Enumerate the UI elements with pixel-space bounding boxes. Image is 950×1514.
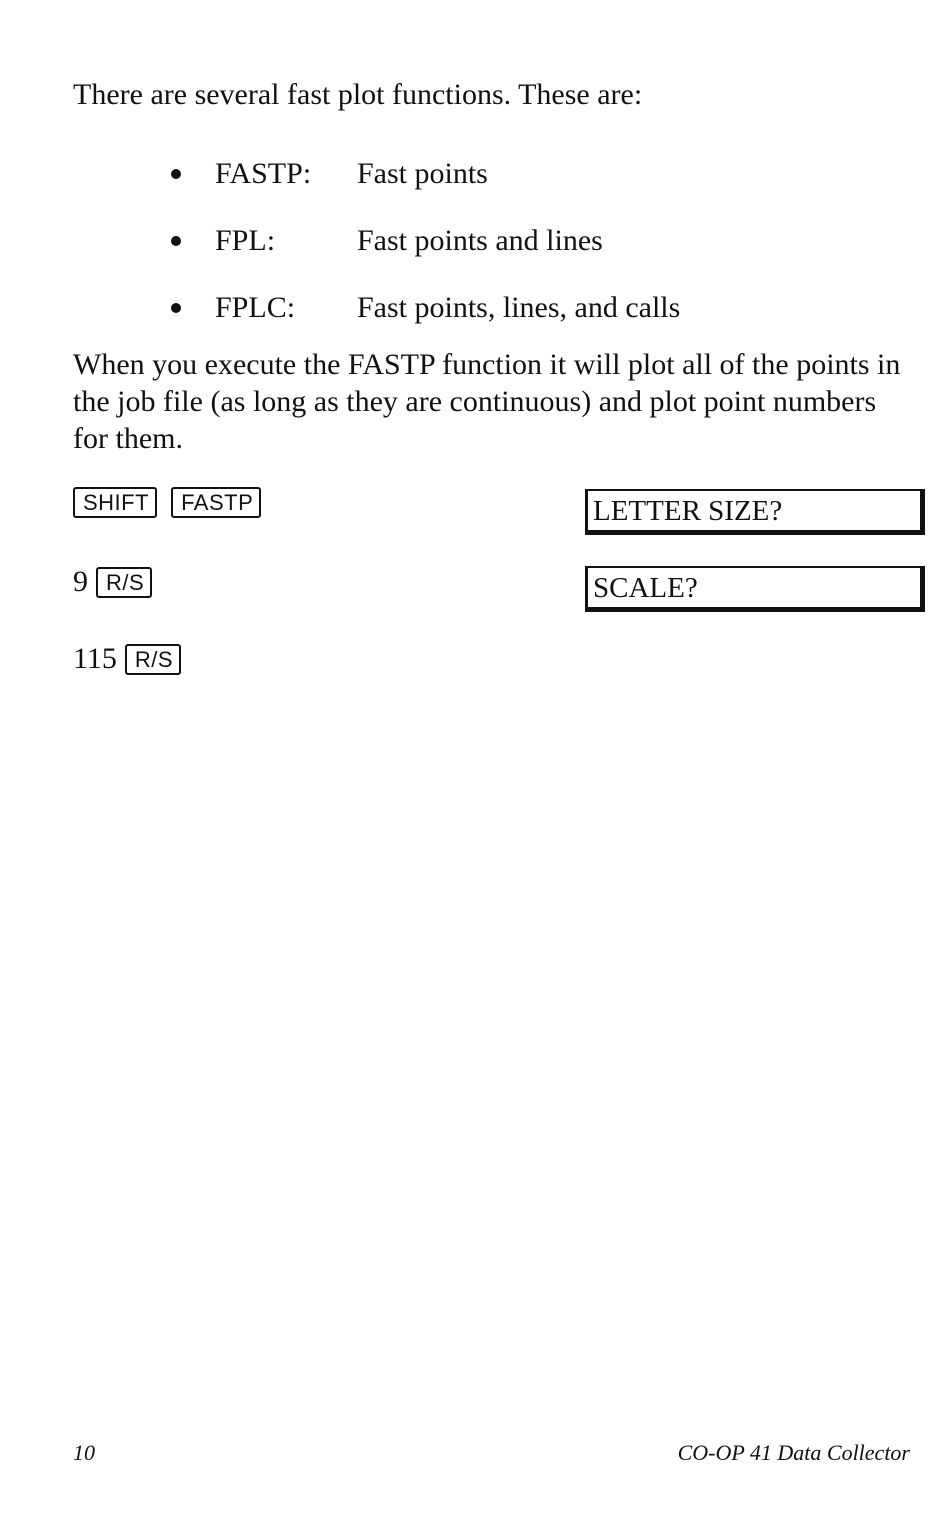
function-code: FPL:: [215, 223, 276, 257]
bullet-icon: [171, 236, 181, 246]
function-list: [170, 140, 680, 341]
function-code: FPLC:: [215, 290, 296, 324]
fastp-key: FASTP: [171, 487, 261, 518]
explanation-paragraph: When you execute the FASTP function it will plot all of the points in the job file (as long as they are continuous) and plot point numbers for them.: [73, 348, 901, 455]
footer-title: CO-OP 41 Data Collector: [677, 1440, 910, 1465]
intro-text: There are several fast plot functions. These are:: [73, 78, 643, 111]
step-input: 115: [73, 642, 117, 675]
step-input: 9: [73, 565, 88, 598]
keystroke-step: [73, 642, 195, 676]
shift-key: SHIFT: [73, 487, 157, 518]
list-item: [170, 140, 680, 207]
function-description: Fast points and lines: [357, 223, 603, 257]
calculator-display: SCALE?: [585, 566, 925, 612]
keystroke-step: [73, 487, 275, 518]
bullet-icon: [171, 303, 181, 313]
run-stop-key: R/S: [125, 644, 181, 675]
page-number: 10: [73, 1440, 95, 1465]
run-stop-key: R/S: [96, 567, 152, 598]
function-description: Fast points, lines, and calls: [357, 290, 681, 324]
keystroke-step: [73, 565, 166, 599]
function-code: FASTP:: [215, 156, 312, 190]
bullet-icon: [171, 169, 181, 179]
list-item: [170, 274, 680, 341]
list-item: [170, 207, 680, 274]
calculator-display: LETTER SIZE?: [585, 489, 925, 535]
function-description: Fast points: [357, 156, 488, 190]
